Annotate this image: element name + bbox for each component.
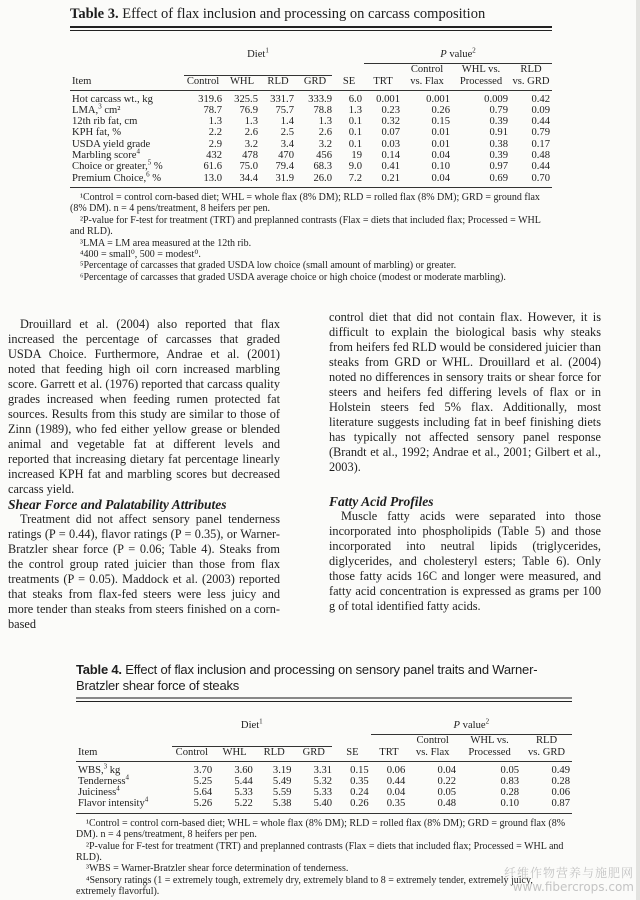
cell-value: 0.39 xyxy=(489,149,508,161)
col-header: GRD xyxy=(293,747,334,762)
col-header: SE xyxy=(334,747,371,762)
cell-value: 78.8 xyxy=(313,104,332,116)
cell-value: 5.33 xyxy=(234,787,253,799)
col-header: Item xyxy=(70,76,182,91)
col-header: Control xyxy=(182,76,224,91)
table-3-title: Effect of flax inclusion and processing on carcass composition xyxy=(122,6,486,22)
table-row xyxy=(70,139,552,150)
col-header: GRD xyxy=(296,76,334,91)
cell-value: 31.9 xyxy=(260,173,296,188)
paragraph: Muscle fatty acids were separated into those incorporated into phospholipids (Table 5) and those incorporated into neutral lipids (triglycerides, diglycerides, and cholesteryl esters; Table 6). Only those fatty acids 16C and longer were measured, and fatty acid concentration is expressed as grams per 100 g of total identified fatty acids. xyxy=(329,509,601,613)
page-edge xyxy=(636,0,640,900)
section-heading: Shear Force and Palatability Attributes xyxy=(8,497,227,512)
footnote: ²P-value for F-test for treatment (TRT) and preplanned contrasts (Flax = diets that included flax; Processed = WHL and RLD). xyxy=(76,840,564,863)
cell-value: 0.06 xyxy=(386,764,406,776)
cell-value: 3.2 xyxy=(318,138,332,150)
col-header: Control xyxy=(410,63,444,75)
cell-value: 0.21 xyxy=(364,173,402,188)
table-3-top-rule xyxy=(70,26,552,31)
col-header: WHL xyxy=(214,747,255,762)
table-3-label: Table 3. xyxy=(70,6,119,22)
cell-value: 0.28 xyxy=(500,787,520,799)
col-header: TRT xyxy=(364,76,402,91)
cell-value: 333.9 xyxy=(308,93,332,105)
cell-value: 0.49 xyxy=(551,764,570,776)
cell-value: 79.4 xyxy=(275,161,294,173)
text-column-left xyxy=(8,317,280,632)
cell-value: 0.07 xyxy=(381,127,400,139)
cell-value: 76.9 xyxy=(239,104,258,116)
cell-value: 2.6 xyxy=(318,127,332,139)
col-header: Processed xyxy=(452,76,510,91)
row-label: Hot carcass wt., kg xyxy=(72,93,153,105)
cell-value: 0.15 xyxy=(431,116,450,128)
col-header: RLD xyxy=(535,734,558,746)
cell-value: 0.83 xyxy=(500,775,520,787)
cell-value: 6.0 xyxy=(348,93,362,105)
footnote: ³LMA = LM area measured at the 12th rib. xyxy=(80,237,252,249)
cell-value: 0.04 xyxy=(437,764,457,776)
col-header: Control xyxy=(416,734,449,746)
cell-value: 75.0 xyxy=(239,161,258,173)
table-row xyxy=(70,127,552,138)
cell-value: 478 xyxy=(242,149,258,161)
col-header: TRT xyxy=(371,747,408,762)
cell-value: 456 xyxy=(316,149,332,161)
col-header: vs. GRD xyxy=(510,76,552,91)
cell-value: 2.6 xyxy=(244,127,258,139)
cell-value: 0.10 xyxy=(458,798,521,813)
cell-value: 0.17 xyxy=(531,138,550,150)
table-4-caption xyxy=(76,662,572,694)
cell-value: 1.3 xyxy=(208,116,222,128)
cell-value: 0.22 xyxy=(437,775,457,787)
cell-value: 0.79 xyxy=(489,104,508,116)
cell-value: 432 xyxy=(206,149,222,161)
col-header: Control xyxy=(170,747,215,762)
cell-value: 61.6 xyxy=(203,161,222,173)
cell-value: 0.09 xyxy=(531,104,550,116)
cell-value: 19 xyxy=(351,149,362,161)
cell-value: 0.05 xyxy=(437,787,457,799)
footnote: ⁴Sensory ratings (1 = extremely tough, extremely dry, extremely bland to 8 = extremely tender, extremely juicy, extremely flavorful). xyxy=(76,874,533,898)
row-label: KPH fat, % xyxy=(72,127,122,139)
cell-value: 0.32 xyxy=(381,116,400,128)
cell-value: 0.15 xyxy=(350,764,369,776)
table-row xyxy=(76,787,572,798)
watermark-cn: 纤维作物营养与施肥网 xyxy=(503,866,634,880)
cell-value: 0.23 xyxy=(381,104,400,116)
diet-group-header: Diet$^1$ xyxy=(240,717,263,731)
table-4-label: Table 4. xyxy=(76,662,122,677)
cell-value: 0.35 xyxy=(350,775,369,787)
cell-value: 5.64 xyxy=(193,787,213,799)
cell-value: 5.32 xyxy=(313,775,333,787)
footnote: ¹Control = control corn-based diet; WHL = whole flax (8% DM); RLD = rolled flax (8% DM); GRD = ground flax (8% DM). n = 4 pens/treatment, 8 heifers per pen. xyxy=(76,817,566,841)
cell-value: 0.44 xyxy=(531,161,550,173)
cell-value: 3.4 xyxy=(280,138,294,150)
cell-value: 5.26 xyxy=(170,798,215,813)
watermark xyxy=(504,866,634,894)
cell-value: 0.48 xyxy=(531,149,550,161)
cell-value: 0.04 xyxy=(402,173,452,188)
cell-value: 3.31 xyxy=(313,764,333,776)
cell-value: 0.97 xyxy=(489,161,508,173)
cell-value: 3.19 xyxy=(272,764,292,776)
footnote: ⁴400 = small⁰, 500 = modest⁰. xyxy=(80,248,201,260)
cell-value: 7.2 xyxy=(334,173,364,188)
cell-value: 2.5 xyxy=(280,127,294,139)
col-header: Item xyxy=(76,747,170,762)
pvalue-group-header: P value$^2$ xyxy=(453,716,490,731)
cell-value: 26.0 xyxy=(296,173,334,188)
cell-value: 5.25 xyxy=(193,775,213,787)
table-row xyxy=(76,798,572,813)
pvalue-group-header: P value$^2$ xyxy=(440,45,476,60)
cell-value: 3.2 xyxy=(244,138,258,150)
table-row xyxy=(76,761,572,776)
paragraph: Treatment did not affect sensory panel tenderness ratings (P = 0.44), flavor ratings (P = 0.35), or Warner-Bratzler shear force (P = 0.06; Table 4). Steaks from the control group rated juicier than those from flax treatments (P = 0.05). Maddock et al. (2003) reported that steaks from flax-fed steers were less juicy and more tender than steaks from steers finished on a corn-based xyxy=(8,512,280,631)
footnote: ²P-value for F-test for treatment (TRT) and preplanned contrasts (Flax = diets that included flax; Processed = WHL and RLD). xyxy=(70,214,541,238)
cell-value: 1.3 xyxy=(348,104,362,116)
cell-value: 319.6 xyxy=(198,93,222,105)
cell-value: 78.7 xyxy=(203,104,222,116)
footnote: ¹Control = control corn-based diet; WHL = whole flax (8% DM); RLD = rolled flax (8% DM); GRD = ground flax (8% DM). n = 4 pens/treatment, 8 heifers per pen. xyxy=(70,191,540,215)
cell-value: 470 xyxy=(278,149,294,161)
row-label: 12th rib fat, cm xyxy=(72,116,138,128)
cell-value: 0.009 xyxy=(484,93,508,105)
cell-value: 0.48 xyxy=(407,798,458,813)
cell-value: 0.44 xyxy=(386,775,406,787)
col-header: WHL vs. xyxy=(461,63,501,75)
cell-value: 325.5 xyxy=(234,93,258,105)
table-3-footnotes xyxy=(70,192,552,283)
cell-value: 0.79 xyxy=(531,127,550,139)
cell-value: 68.3 xyxy=(313,161,332,173)
table-row xyxy=(70,90,552,105)
cell-value: 0.14 xyxy=(381,149,400,161)
table-row xyxy=(76,776,572,787)
table-row xyxy=(70,150,552,161)
table-4-grid xyxy=(76,706,572,814)
cell-value: 0.26 xyxy=(334,798,371,813)
cell-value: 0.001 xyxy=(426,93,450,105)
table-3-grid xyxy=(70,35,552,188)
col-header: Processed xyxy=(458,747,521,762)
cell-value: 2.9 xyxy=(208,138,222,150)
cell-value: 5.40 xyxy=(293,798,334,813)
cell-value: 0.35 xyxy=(371,798,408,813)
row-label: Juiciness$^4$ xyxy=(78,784,120,799)
col-header: RLD xyxy=(520,63,542,75)
table-4-footnotes xyxy=(76,818,572,898)
cell-value: 0.41 xyxy=(381,161,400,173)
col-header: WHL xyxy=(224,76,260,91)
row-label: USDA yield grade xyxy=(72,138,151,150)
col-header: RLD xyxy=(260,76,296,91)
cell-value: 0.87 xyxy=(521,798,572,813)
table-3-caption xyxy=(70,6,552,23)
row-label: Tenderness$^4$ xyxy=(78,773,130,787)
col-header: RLD xyxy=(255,747,294,762)
cell-value: 1.3 xyxy=(244,116,258,128)
table-row xyxy=(70,161,552,172)
cell-value: 34.4 xyxy=(224,173,260,188)
table-4-top-rule xyxy=(76,697,572,702)
cell-value: 0.04 xyxy=(386,787,406,799)
watermark-url: www.fibercrops.com xyxy=(512,880,634,894)
cell-value: 0.05 xyxy=(500,764,520,776)
cell-value: 0.39 xyxy=(489,116,508,128)
cell-value: 5.44 xyxy=(234,775,253,787)
col-header: WHL vs. xyxy=(470,734,509,746)
footnote: ⁵Percentage of carcasses that graded USDA low choice (small amount of marbling) or greater. xyxy=(80,260,457,272)
cell-value: 9.0 xyxy=(348,161,362,173)
table-row xyxy=(70,116,552,127)
col-header: vs. GRD xyxy=(521,747,572,762)
cell-value: 5.22 xyxy=(214,798,255,813)
cell-value: 3.60 xyxy=(234,764,253,776)
cell-value: 0.26 xyxy=(431,104,450,116)
cell-value: 0.38 xyxy=(489,138,508,150)
cell-value: 0.28 xyxy=(551,775,570,787)
cell-value: 0.01 xyxy=(431,138,450,150)
table-3 xyxy=(70,6,552,283)
cell-value: 0.06 xyxy=(551,787,570,799)
section-heading: Fatty Acid Profiles xyxy=(329,494,434,509)
table-4-title: Effect of flax inclusion and processing on sensory panel traits and Warner-Bratzler shear force of steaks xyxy=(76,662,538,693)
cell-value: 0.01 xyxy=(431,127,450,139)
cell-value: 0.03 xyxy=(381,138,400,150)
cell-value: 0.1 xyxy=(348,116,362,128)
cell-value: 0.42 xyxy=(531,93,550,105)
row-label: Choice or greater,$^5$ % xyxy=(72,158,163,173)
cell-value: 1.3 xyxy=(318,116,332,128)
cell-value: 75.7 xyxy=(275,104,294,116)
cell-value: 5.59 xyxy=(272,787,292,799)
cell-value: 5.38 xyxy=(255,798,294,813)
row-label: LMA,$^3$ cm² xyxy=(72,102,121,116)
cell-value: 13.0 xyxy=(182,173,224,188)
row-label: Flavor intensity$^4$ xyxy=(76,798,170,813)
col-header: vs. Flax xyxy=(407,747,458,762)
diet-group-header: Diet$^1$ xyxy=(247,46,269,60)
cell-value: 0.69 xyxy=(452,173,510,188)
table-row xyxy=(70,105,552,116)
footnote: ³WBS = Warner-Bratzler shear force determination of tenderness. xyxy=(86,863,349,875)
text-column-right xyxy=(329,310,601,614)
cell-value: 0.1 xyxy=(348,138,362,150)
col-header: vs. Flax xyxy=(402,76,452,91)
cell-value: 3.70 xyxy=(193,764,213,776)
cell-value: 331.7 xyxy=(270,93,294,105)
cell-value: 0.10 xyxy=(431,161,450,173)
col-header: SE xyxy=(334,76,364,91)
table-4 xyxy=(76,662,572,898)
row-label: Marbling score$^4$ xyxy=(72,147,140,161)
cell-value: 0.001 xyxy=(376,93,400,105)
table-row xyxy=(70,173,552,188)
cell-value: 0.1 xyxy=(348,127,362,139)
cell-value: 1.4 xyxy=(280,116,294,128)
cell-value: 2.2 xyxy=(208,127,222,139)
cell-value: 0.70 xyxy=(510,173,552,188)
cell-value: 0.24 xyxy=(350,787,369,799)
cell-value: 5.33 xyxy=(313,787,333,799)
cell-value: 0.04 xyxy=(431,149,450,161)
row-label: Premium Choice,$^6$ % xyxy=(70,173,182,188)
paragraph: Drouillard et al. (2004) also reported that flax increased the percentage of carcasses that graded USDA Choice. Furthermore, Andrae et al. (2001) noted that feeding high oil corn increased marbling score. Garrett et al. (1976) reported that carcass quality grades increased when feeding rumen protected fat sources. Results from this study are similar to those of Zinn (1989), who fed either yellow grease or blended animal and vegetable fat at different levels and reported that increasing dietary fat percentage linearly increased KPH fat and marbling scores but decreased carcass yield. xyxy=(8,317,280,496)
paragraph: control diet that did not contain flax. However, it is difficult to explain the biological basis why steaks from heifers fed RLD would be considered juicier than steaks from GRD or WHL. Drouillard et al. (2004) noted no differences in sensory traits or shear force for steers and heifers fed differing levels of flax or in Holstein steers fed 5% flax. Additionally, most literature suggests including fat in beef finishing diets has typically not affected sensory panel response (Brandt et al., 1992; Andrae et al., 2001; Gilbert et al., 2003). xyxy=(329,310,601,474)
cell-value: 5.49 xyxy=(272,775,292,787)
row-label: WBS,$^3$ kg xyxy=(78,761,121,776)
footnote: ⁶Percentage of carcasses that graded USDA average choice or high choice (modest or moderate marbling). xyxy=(80,271,506,283)
cell-value: 0.44 xyxy=(531,116,550,128)
cell-value: 0.91 xyxy=(489,127,508,139)
